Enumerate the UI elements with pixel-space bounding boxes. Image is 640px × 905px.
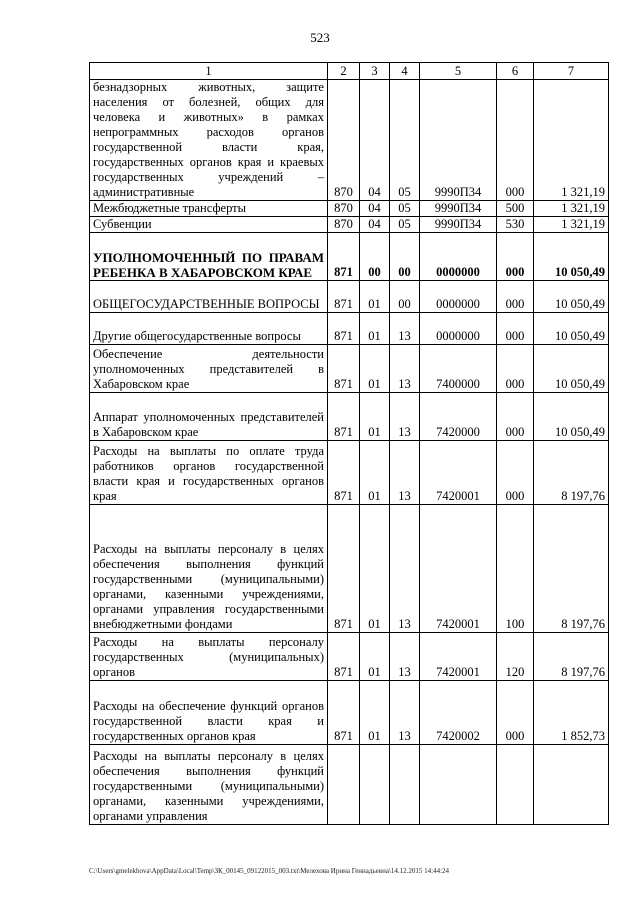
cell-section: 04 (360, 217, 390, 233)
cell-grbs: 871 (328, 441, 360, 505)
cell-section: 04 (360, 201, 390, 217)
cell-expense-type: 000 (497, 393, 534, 441)
cell-grbs: 871 (328, 505, 360, 633)
cell-name: ОБЩЕГОСУДАРСТВЕННЫЕ ВОПРОСЫ (90, 281, 328, 313)
cell-grbs: 871 (328, 393, 360, 441)
cell-sum: 8 197,76 (534, 633, 609, 681)
table-row (90, 313, 609, 345)
cell-name: Расходы на выплаты персоналу государственных (муниципальных) органов (90, 633, 328, 681)
cell-target-article: 7420000 (420, 393, 497, 441)
column-header: 2 (328, 63, 360, 80)
cell-subsection: 05 (390, 201, 420, 217)
cell-sum (534, 745, 609, 825)
cell-section: 04 (360, 80, 390, 201)
column-header: 3 (360, 63, 390, 80)
cell-section: 01 (360, 313, 390, 345)
column-header: 1 (90, 63, 328, 80)
table-row (90, 80, 609, 201)
cell-name: Субвенции (90, 217, 328, 233)
cell-section: 01 (360, 681, 390, 745)
cell-subsection: 13 (390, 505, 420, 633)
cell-name: Обеспечение деятельности уполномоченных представителей в Хабаровском крае (90, 345, 328, 393)
cell-target-article: 0000000 (420, 281, 497, 313)
cell-grbs: 870 (328, 80, 360, 201)
cell-subsection: 13 (390, 681, 420, 745)
cell-sum: 1 321,19 (534, 80, 609, 201)
cell-expense-type: 000 (497, 313, 534, 345)
table-row (90, 233, 609, 281)
cell-section: 01 (360, 441, 390, 505)
table-row (90, 393, 609, 441)
cell-section: 01 (360, 281, 390, 313)
cell-subsection: 13 (390, 441, 420, 505)
cell-sum: 10 050,49 (534, 345, 609, 393)
cell-expense-type (497, 745, 534, 825)
cell-expense-type: 530 (497, 217, 534, 233)
cell-target-article: 9990П34 (420, 201, 497, 217)
budget-table (89, 62, 609, 825)
cell-section: 01 (360, 345, 390, 393)
footer-path: C:\Users\gmelekhova\AppData\Local\Temp\ЗК_00145_09122015_003.txt\Мелехова Ирина Геннадьевна\14.12.2015 14:44:24 (89, 867, 450, 875)
cell-grbs: 871 (328, 313, 360, 345)
cell-subsection: 13 (390, 633, 420, 681)
cell-sum: 10 050,49 (534, 393, 609, 441)
cell-subsection (390, 745, 420, 825)
table-row (90, 345, 609, 393)
cell-expense-type: 000 (497, 80, 534, 201)
cell-target-article: 7420001 (420, 505, 497, 633)
cell-grbs: 870 (328, 201, 360, 217)
cell-subsection: 13 (390, 393, 420, 441)
cell-section: 00 (360, 233, 390, 281)
cell-target-article: 0000000 (420, 313, 497, 345)
cell-grbs: 871 (328, 345, 360, 393)
page-number: 523 (310, 30, 330, 45)
cell-grbs (328, 745, 360, 825)
cell-section: 01 (360, 633, 390, 681)
cell-section (360, 745, 390, 825)
cell-grbs: 870 (328, 217, 360, 233)
cell-sum: 10 050,49 (534, 233, 609, 281)
cell-expense-type: 000 (497, 681, 534, 745)
cell-name: безнадзорных животных, защите населения от болезней, общих для человека и животных» в рамках непрограммных расходов органов государственной власти края, государственных органов края и краевых государственных учреждений – административные (90, 80, 328, 201)
column-header: 5 (420, 63, 497, 80)
table-row (90, 441, 609, 505)
cell-name: Расходы на обеспечение функций органов государственной власти края и государственных органов края (90, 681, 328, 745)
cell-expense-type: 120 (497, 633, 534, 681)
cell-sum: 8 197,76 (534, 441, 609, 505)
cell-name: Расходы на выплаты персоналу в целях обеспечения выполнения функций государственными (муниципальными) органами, казенными учреждениями, органами управления государственными внебюджетными фондами (90, 505, 328, 633)
cell-sum: 10 050,49 (534, 281, 609, 313)
table-row (90, 217, 609, 233)
cell-subsection: 05 (390, 217, 420, 233)
cell-name: Межбюджетные трансферты (90, 201, 328, 217)
table-row (90, 201, 609, 217)
table-row (90, 505, 609, 633)
cell-sum: 10 050,49 (534, 313, 609, 345)
table-row (90, 745, 609, 825)
cell-grbs: 871 (328, 681, 360, 745)
cell-sum: 1 321,19 (534, 217, 609, 233)
cell-grbs: 871 (328, 633, 360, 681)
cell-grbs: 871 (328, 281, 360, 313)
cell-target-article: 7420002 (420, 681, 497, 745)
cell-name: Расходы на выплаты персоналу в целях обеспечения выполнения функций государственными (муниципальными) органами, казенными учреждениями, органами управления (90, 745, 328, 825)
cell-sum: 1 852,73 (534, 681, 609, 745)
table-row (90, 681, 609, 745)
cell-target-article (420, 745, 497, 825)
cell-name: Расходы на выплаты по оплате труда работников органов государственной власти края и государственных органов края (90, 441, 328, 505)
cell-expense-type: 500 (497, 201, 534, 217)
column-header: 6 (497, 63, 534, 80)
cell-name: УПОЛНОМОЧЕННЫЙ ПО ПРАВАМ РЕБЕНКА В ХАБАРОВСКОМ КРАЕ (90, 233, 328, 281)
cell-expense-type: 000 (497, 441, 534, 505)
cell-expense-type: 000 (497, 345, 534, 393)
table-row (90, 281, 609, 313)
cell-subsection: 00 (390, 233, 420, 281)
cell-section: 01 (360, 505, 390, 633)
column-header: 7 (534, 63, 609, 80)
column-header: 4 (390, 63, 420, 80)
cell-subsection: 00 (390, 281, 420, 313)
table-header-row (90, 63, 609, 80)
table-row (90, 633, 609, 681)
cell-target-article: 7420001 (420, 633, 497, 681)
cell-name: Другие общегосударственные вопросы (90, 313, 328, 345)
cell-expense-type: 000 (497, 233, 534, 281)
cell-grbs: 871 (328, 233, 360, 281)
cell-name: Аппарат уполномоченных представителей в Хабаровском крае (90, 393, 328, 441)
cell-subsection: 13 (390, 313, 420, 345)
cell-subsection: 13 (390, 345, 420, 393)
cell-expense-type: 000 (497, 281, 534, 313)
cell-sum: 8 197,76 (534, 505, 609, 633)
cell-section: 01 (360, 393, 390, 441)
cell-sum: 1 321,19 (534, 201, 609, 217)
cell-subsection: 05 (390, 80, 420, 201)
cell-expense-type: 100 (497, 505, 534, 633)
cell-target-article: 9990П34 (420, 80, 497, 201)
cell-target-article: 0000000 (420, 233, 497, 281)
cell-target-article: 7400000 (420, 345, 497, 393)
cell-target-article: 7420001 (420, 441, 497, 505)
cell-target-article: 9990П34 (420, 217, 497, 233)
